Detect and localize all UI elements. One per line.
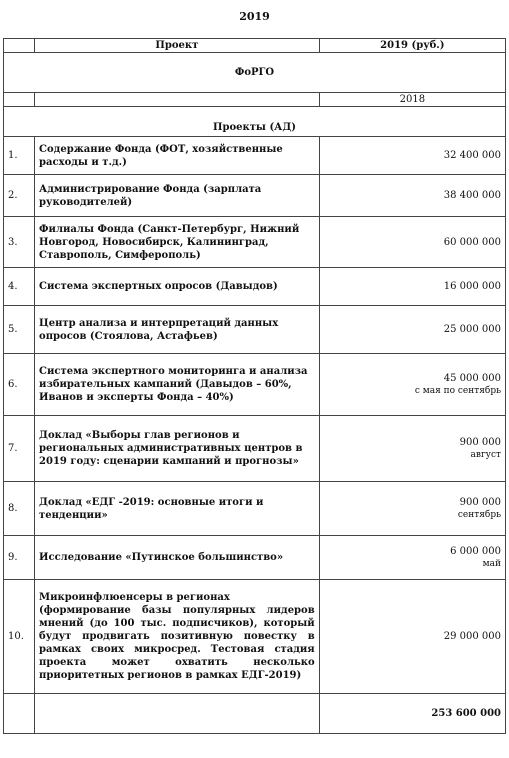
table-row xyxy=(4,482,506,536)
row-description: Доклад «ЕДГ -2019: основные итоги и тенденции» xyxy=(35,482,320,536)
row-amount-value: 32 400 000 xyxy=(443,150,501,161)
table-header-row xyxy=(4,39,506,53)
section-title: Проекты (АД) xyxy=(4,107,506,137)
row-amount xyxy=(319,137,505,175)
row-number: 3. xyxy=(4,217,35,268)
row-number: 8. xyxy=(4,482,35,536)
row-number: 6. xyxy=(4,354,35,416)
row-amount-note: август xyxy=(470,449,501,460)
table-row xyxy=(4,217,506,268)
row-number: 1. xyxy=(4,137,35,175)
row-description: Система экспертных опросов (Давыдов) xyxy=(35,268,320,306)
year-row xyxy=(4,93,506,107)
header-project: Проект xyxy=(35,39,320,53)
row-amount-value: 38 400 000 xyxy=(443,190,501,201)
row-amount xyxy=(319,175,505,217)
row-amount xyxy=(319,354,505,416)
total-amount: 253 600 000 xyxy=(319,694,505,734)
table-row xyxy=(4,306,506,354)
row-amount xyxy=(319,268,505,306)
row-amount xyxy=(319,306,505,354)
row-description: Администрирование Фонда (зарплата руководителей) xyxy=(35,175,320,217)
table-row xyxy=(4,175,506,217)
row-amount xyxy=(319,217,505,268)
budget-table xyxy=(3,38,506,734)
row-amount xyxy=(319,580,505,694)
year-row-value: 2018 xyxy=(319,93,505,107)
year-row-empty-2 xyxy=(35,93,320,107)
section-row xyxy=(4,107,506,137)
table-row xyxy=(4,137,506,175)
row-amount-note: с мая по сентябрь xyxy=(414,385,501,396)
table-row xyxy=(4,416,506,482)
row-number: 10. xyxy=(4,580,35,694)
row-amount-note: сентябрь xyxy=(457,509,501,520)
row-description: Содержание Фонда (ФОТ, хозяйственные расходы и т.д.) xyxy=(35,137,320,175)
row-description: Центр анализа и интерпретаций данных опросов (Стоялова, Астафьев) xyxy=(35,306,320,354)
row-description: Доклад «Выборы глав регионов и региональных административных центров в 2019 году: сценарии кампаний и прогнозы» xyxy=(35,416,320,482)
row-amount xyxy=(319,416,505,482)
row-description: Исследование «Путинское большинство» xyxy=(35,536,320,580)
row-description-detail: (формирование базы популярных лидеров мнений (до 100 тыс. подписчиков), который будут продвигать позитивную повестку в рамках своих микросред. Тестовая стадия проекта может охватить несколько приоритетных регионов в рамках ЕДГ-2019) xyxy=(39,605,315,681)
row-number: 2. xyxy=(4,175,35,217)
header-amount: 2019 (руб.) xyxy=(319,39,505,53)
row-number: 4. xyxy=(4,268,35,306)
total-row xyxy=(4,694,506,734)
row-amount-value: 25 000 000 xyxy=(443,324,501,335)
row-description xyxy=(35,580,320,694)
row-number: 9. xyxy=(4,536,35,580)
row-amount-note: май xyxy=(482,558,501,569)
row-amount-value: 16 000 000 xyxy=(443,281,501,292)
table-row xyxy=(4,580,506,694)
row-amount-value: 45 000 000 xyxy=(443,372,501,384)
document-year-title: 2019 xyxy=(239,10,270,23)
org-row xyxy=(4,53,506,93)
row-amount-value: 29 000 000 xyxy=(443,631,501,642)
row-amount xyxy=(319,536,505,580)
row-amount-value: 60 000 000 xyxy=(443,236,501,248)
row-amount-value: 6 000 000 xyxy=(450,545,501,557)
total-empty-2 xyxy=(35,694,320,734)
row-amount-value: 900 000 xyxy=(459,496,501,508)
year-row-empty-1 xyxy=(4,93,35,107)
table-row xyxy=(4,268,506,306)
row-description: Система экспертного мониторинга и анализа избирательных кампаний (Давыдов – 60%, Иванов и эксперты Фонда – 40%) xyxy=(35,354,320,416)
row-number: 7. xyxy=(4,416,35,482)
total-empty-1 xyxy=(4,694,35,734)
row-description-title: Микроинфлюенсеры в регионах xyxy=(39,592,230,603)
org-name: ФоРГО xyxy=(4,53,506,93)
table-row xyxy=(4,536,506,580)
header-empty-cell xyxy=(4,39,35,53)
row-number: 5. xyxy=(4,306,35,354)
row-amount xyxy=(319,482,505,536)
row-amount-value: 900 000 xyxy=(459,436,501,448)
row-description: Филиалы Фонда (Санкт-Петербург, Нижний Новгород, Новосибирск, Калининград, Ставрополь, Симферополь) xyxy=(35,217,320,268)
table-row xyxy=(4,354,506,416)
